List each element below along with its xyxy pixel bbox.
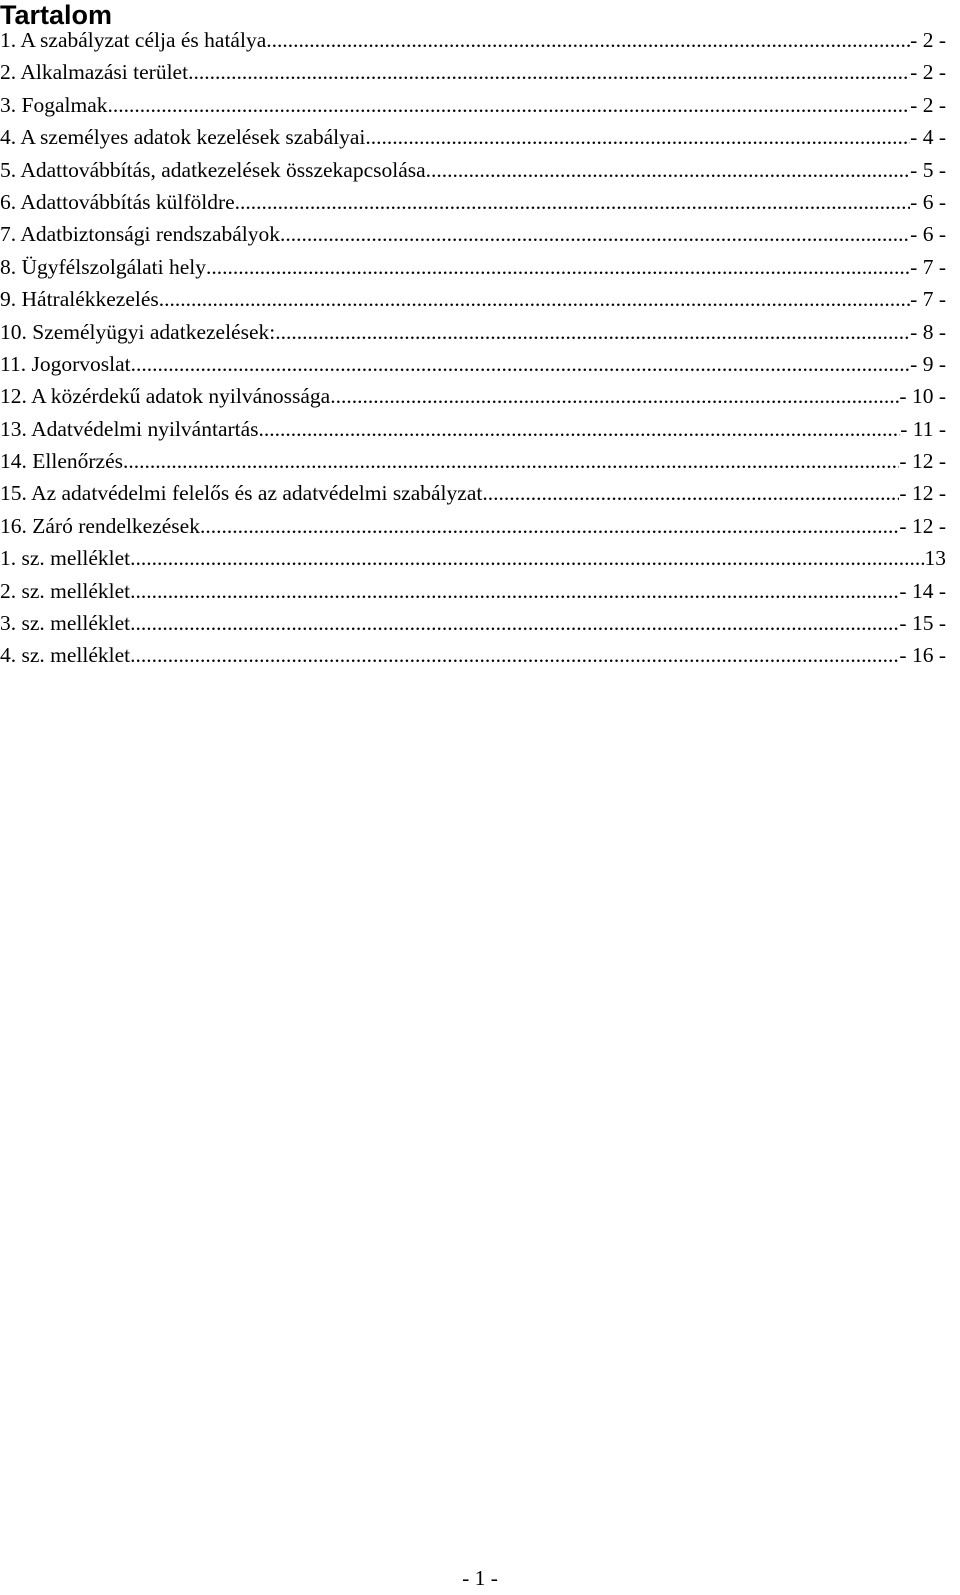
toc-entry-page: - 2 -	[910, 92, 946, 117]
dot-leader	[280, 218, 910, 250]
toc-entry-label: 3. Fogalmak	[0, 92, 108, 117]
toc-entry-label: 7. Adatbiztonsági rendszabályok	[0, 222, 281, 247]
dot-leader	[200, 510, 899, 542]
toc-entry[interactable]	[0, 542, 946, 574]
dot-leader	[188, 56, 910, 88]
toc-entry[interactable]	[0, 380, 946, 412]
toc-entry-page: - 2 -	[910, 28, 946, 52]
toc-entry-label: 14. Ellenőrzés	[0, 449, 123, 474]
toc-entry-page: - 16 -	[899, 643, 946, 668]
toc-entry-page: - 6 -	[910, 222, 946, 247]
toc-entry-page: - 7 -	[910, 287, 946, 312]
toc-entry-label: 9. Hátralékkezelés	[0, 287, 159, 312]
dot-leader	[266, 24, 910, 56]
toc-entry-page: - 15 -	[899, 611, 946, 636]
toc-entry-page: 13	[924, 546, 946, 571]
toc-entry-label: 12. A közérdekű adatok nyilvánossága	[0, 384, 331, 409]
toc-entry-page: - 2 -	[910, 60, 946, 85]
toc-entry[interactable]	[0, 218, 946, 250]
toc-entry-page: - 7 -	[910, 254, 946, 279]
toc-entry-page: - 9 -	[910, 351, 946, 376]
toc-entry[interactable]	[0, 186, 946, 218]
toc-entry[interactable]	[0, 121, 946, 153]
toc-entry-label: 2. sz. melléklet	[0, 578, 131, 603]
toc-entry-label: 8. Ügyfélszolgálati hely	[0, 254, 206, 279]
dot-leader	[235, 186, 911, 218]
dot-leader	[259, 413, 901, 445]
toc-entry[interactable]	[0, 251, 946, 283]
page-title: Tartalom	[0, 0, 113, 30]
page-number-footer: - 1 -	[462, 1566, 498, 1590]
toc-entry-label: 16. Záró rendelkezések	[0, 513, 200, 538]
toc-entry[interactable]	[0, 316, 946, 348]
dot-leader	[275, 316, 910, 348]
dot-leader	[330, 380, 899, 412]
dot-leader	[131, 348, 911, 380]
toc-entry-label: 4. A személyes adatok kezelések szabályai	[0, 125, 366, 150]
toc-entry[interactable]	[0, 348, 946, 380]
dot-leader	[130, 575, 899, 607]
toc-entry[interactable]	[0, 24, 946, 56]
dot-leader	[365, 121, 910, 153]
toc-entry[interactable]	[0, 283, 946, 315]
toc-entry-page: - 4 -	[910, 125, 946, 150]
toc-entry-label: 5. Adattovábbítás, adatkezelések összekapcsolása	[0, 157, 426, 182]
toc-entry-label: 3. sz. melléklet	[0, 611, 131, 636]
toc-entry-page: - 11 -	[900, 416, 946, 441]
toc-entry-label: 13. Adatvédelmi nyilvántartás	[0, 416, 259, 441]
dot-leader	[130, 639, 899, 671]
dot-leader	[426, 154, 911, 186]
dot-leader	[206, 251, 910, 283]
toc-entry[interactable]	[0, 477, 946, 509]
toc-entry[interactable]	[0, 89, 946, 121]
toc-entry-page: - 10 -	[899, 384, 946, 409]
toc-entry-page: - 6 -	[910, 189, 946, 214]
dot-leader	[123, 445, 899, 477]
toc-entry-label: 6. Adattovábbítás külföldre	[0, 189, 235, 214]
toc-entry[interactable]	[0, 413, 946, 445]
toc-entry-label: 1. A szabályzat célja és hatálya	[0, 28, 267, 52]
table-of-contents	[0, 24, 946, 672]
toc-entry-label: 15. Az adatvédelmi felelős és az adatvédelmi szabályzat	[0, 481, 483, 506]
toc-entry-page: - 12 -	[899, 513, 946, 538]
toc-entry-label: 11. Jogorvoslat	[0, 351, 131, 376]
toc-entry-label: 2. Alkalmazási terület	[0, 60, 189, 85]
toc-entry-page: - 8 -	[910, 319, 946, 344]
toc-entry[interactable]	[0, 445, 946, 477]
toc-entry-label: 4. sz. melléklet	[0, 643, 131, 668]
toc-entry-page: - 12 -	[899, 449, 946, 474]
toc-entry-label: 10. Személyügyi adatkezelések:	[0, 319, 276, 344]
toc-entry[interactable]	[0, 154, 946, 186]
dot-leader	[482, 477, 899, 509]
toc-entry-page: - 14 -	[899, 578, 946, 603]
toc-entry[interactable]	[0, 639, 946, 671]
toc-entry[interactable]	[0, 575, 946, 607]
toc-entry-page: - 12 -	[899, 481, 946, 506]
dot-leader	[130, 542, 924, 574]
toc-entry[interactable]	[0, 56, 946, 88]
toc-entry[interactable]	[0, 607, 946, 639]
toc-entry[interactable]	[0, 510, 946, 542]
dot-leader	[108, 89, 911, 121]
dot-leader	[159, 283, 910, 315]
dot-leader	[130, 607, 899, 639]
toc-entry-label: 1. sz. melléklet	[0, 546, 131, 571]
toc-entry-page: - 5 -	[910, 157, 946, 182]
